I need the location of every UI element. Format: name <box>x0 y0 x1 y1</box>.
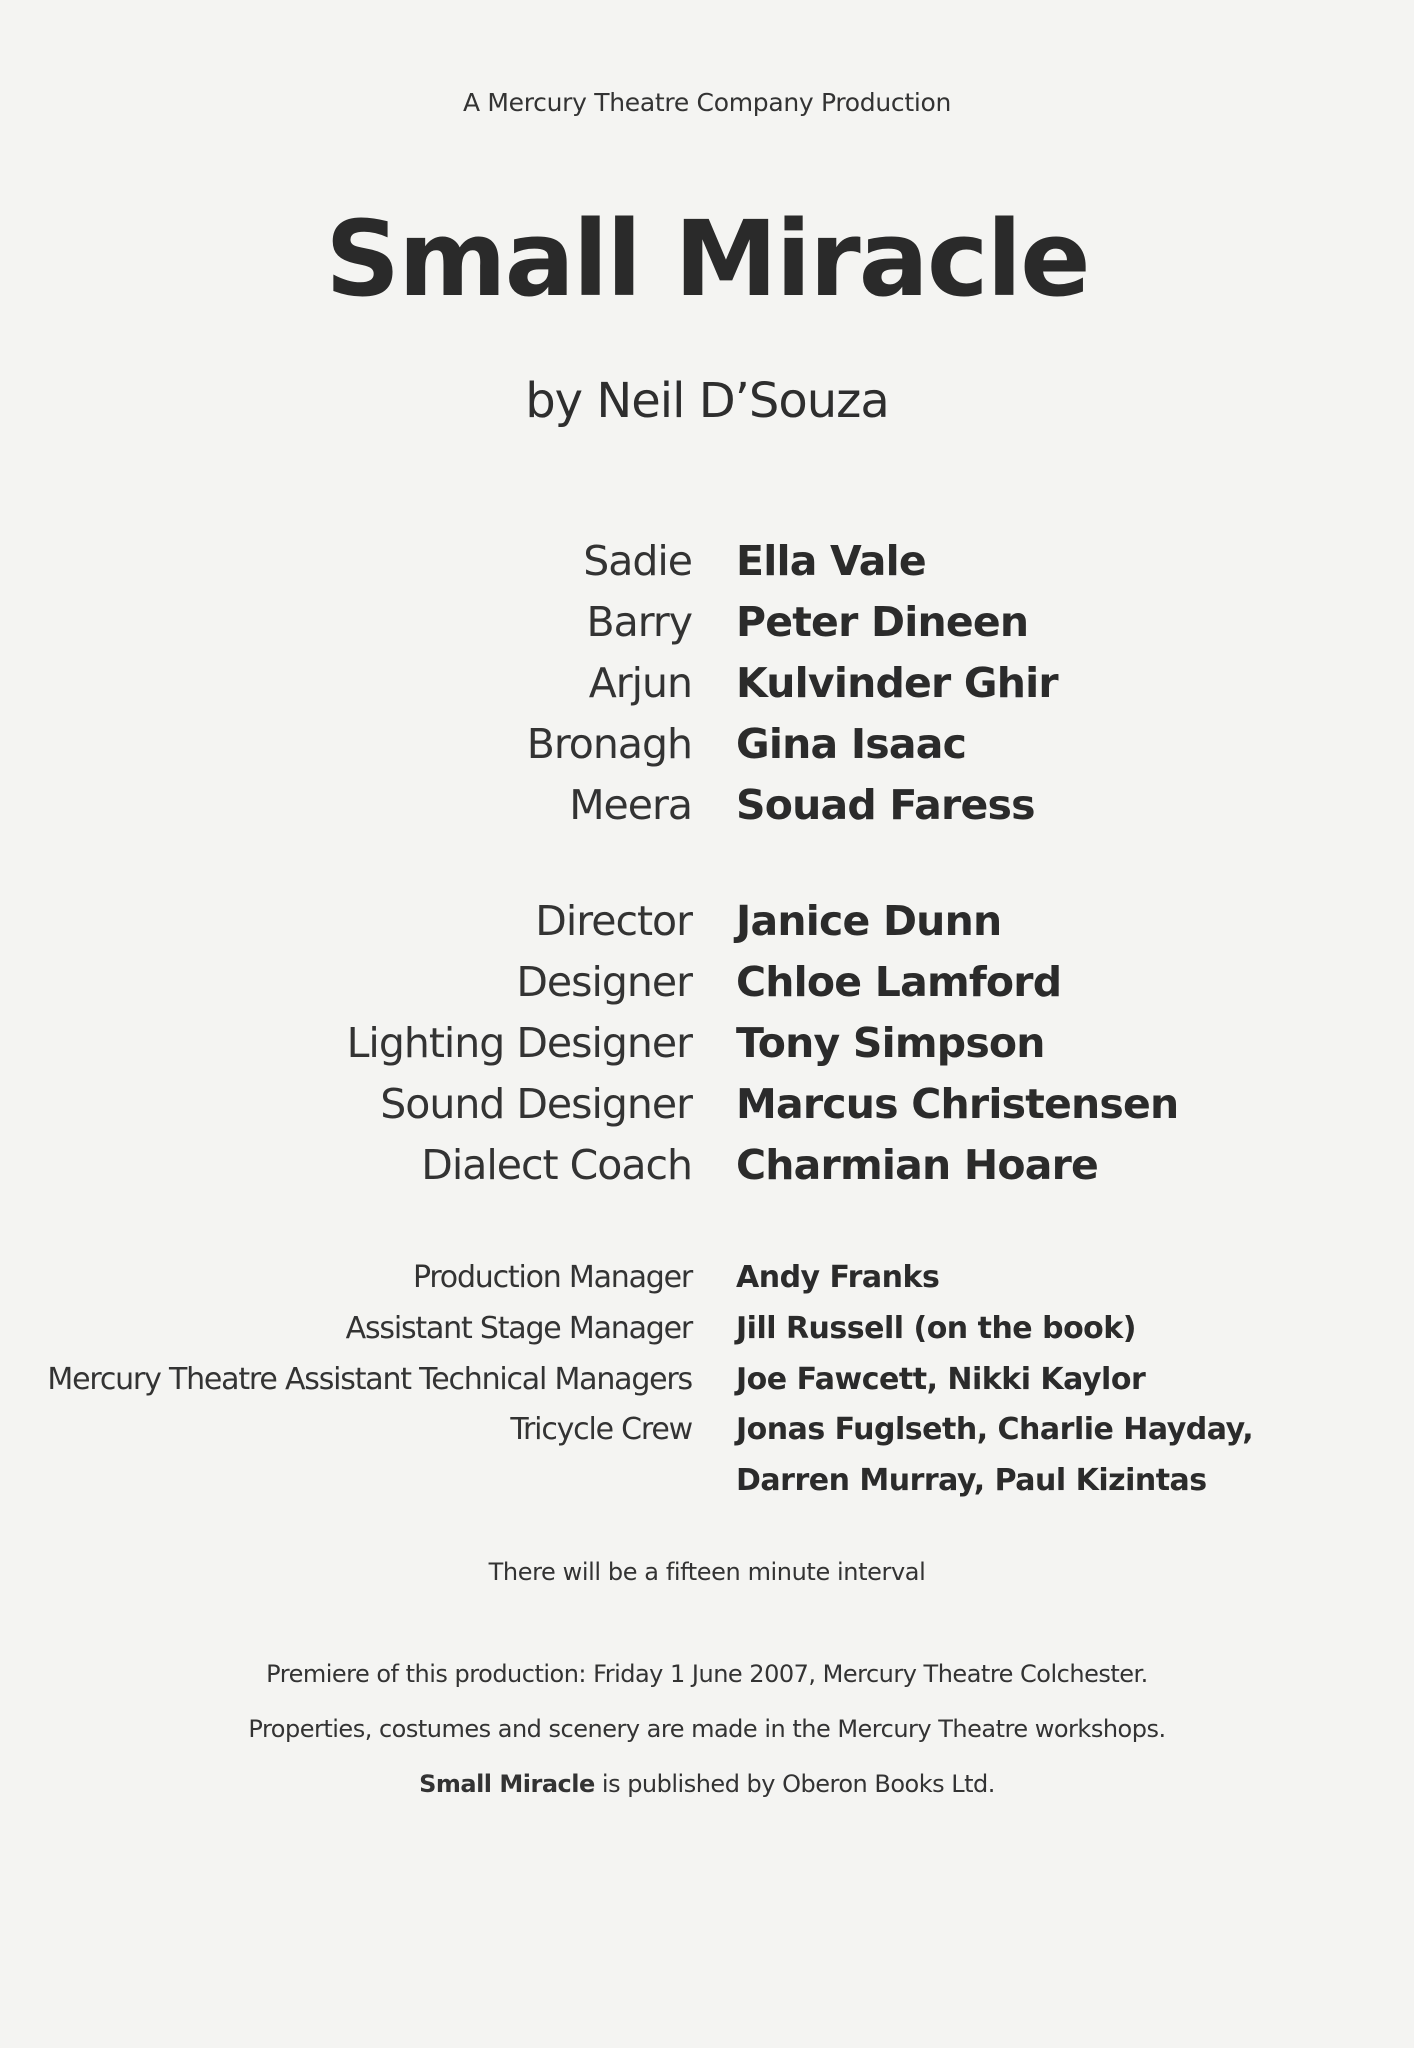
creative-team-row <box>0 1137 1414 1199</box>
creative-team-name: Chloe Lamford <box>736 958 1062 1006</box>
cast-row <box>0 777 1414 839</box>
production-team-name: Andy Franks <box>736 1260 940 1295</box>
cast-name: Kulvinder Ghir <box>736 659 1058 707</box>
production-team-name: Jill Russell (on the book) <box>736 1311 1136 1346</box>
cast-role: Meera <box>569 781 692 829</box>
creative-team-role: Designer <box>516 958 692 1006</box>
cast-row <box>0 716 1414 778</box>
production-team-name: Joe Fawcett, Nikki Kaylor <box>736 1362 1146 1397</box>
premiere-note: Premiere of this production: Friday 1 June 2007, Mercury Theatre Colchester. <box>266 1660 1148 1688</box>
author-line: by Neil D’Souza <box>525 373 889 429</box>
creative-team-row <box>0 1015 1414 1077</box>
production-line: A Mercury Theatre Company Production <box>462 88 952 117</box>
cast-name: Gina Isaac <box>736 720 967 768</box>
cast-role: Arjun <box>588 659 692 707</box>
creative-team-role: Dialect Coach <box>421 1141 692 1189</box>
creative-team-row <box>0 1076 1414 1138</box>
published-rest: is published by Oberon Books Ltd. <box>594 1770 995 1798</box>
workshops-note: Properties, costumes and scenery are made in the Mercury Theatre workshops. <box>248 1715 1166 1743</box>
production-team-role: Production Manager <box>412 1260 692 1295</box>
page-title: Small Miracle <box>325 198 1089 320</box>
production-team-name: Jonas Fuglseth, Charlie Hayday, <box>736 1412 1254 1447</box>
creative-team-name: Tony Simpson <box>736 1019 1045 1067</box>
cast-row <box>0 594 1414 656</box>
cast-name: Peter Dineen <box>736 598 1029 646</box>
cast-name: Ella Vale <box>736 537 926 585</box>
cast-role: Sadie <box>583 537 692 585</box>
cast-name: Souad Faress <box>736 781 1035 829</box>
publisher-note <box>0 1770 1414 1798</box>
published-title: Small Miracle <box>419 1770 595 1798</box>
interval-note: There will be a fifteen minute interval <box>488 1558 926 1586</box>
creative-team-name: Charmian Hoare <box>736 1141 1099 1189</box>
creative-team-role: Lighting Designer <box>346 1019 692 1067</box>
cast-row <box>0 655 1414 717</box>
production-team-role: Tricycle Crew <box>510 1412 692 1447</box>
creative-team-role: Director <box>535 897 692 945</box>
production-team-row <box>0 1460 1414 1522</box>
creative-team-name: Janice Dunn <box>736 897 1002 945</box>
cast-row <box>0 533 1414 595</box>
creative-team-role: Sound Designer <box>380 1080 692 1128</box>
creative-team-name: Marcus Christensen <box>736 1080 1179 1128</box>
production-team-role: Mercury Theatre Assistant Technical Managers <box>47 1362 692 1397</box>
production-team-role: Assistant Stage Manager <box>345 1311 692 1346</box>
cast-role: Bronagh <box>526 720 692 768</box>
creative-team-row <box>0 893 1414 955</box>
creative-team-row <box>0 954 1414 1016</box>
cast-role: Barry <box>586 598 692 646</box>
production-team-name: Darren Murray, Paul Kizintas <box>736 1463 1207 1498</box>
